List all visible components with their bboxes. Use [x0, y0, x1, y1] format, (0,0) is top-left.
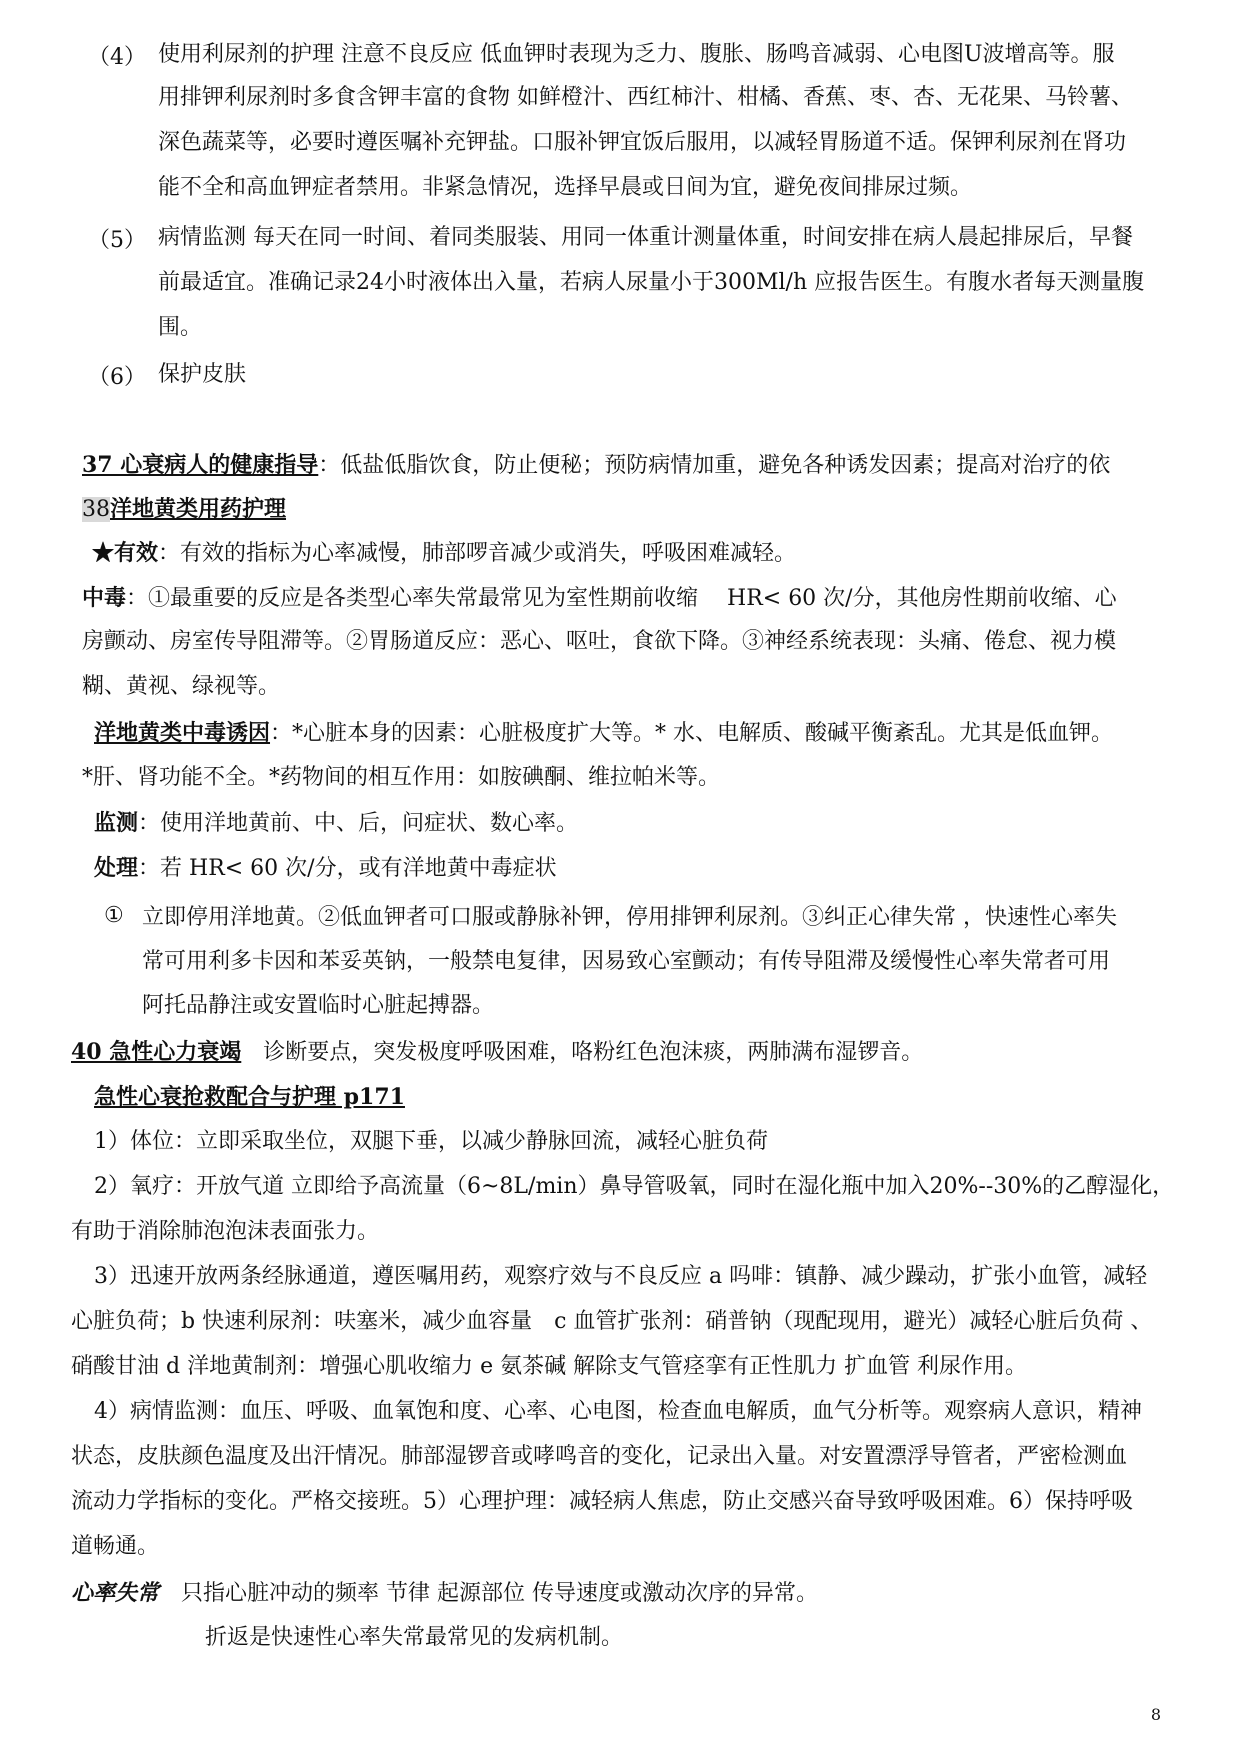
toxic-paragraph [82, 583, 1117, 614]
toxic-text: ：①最重要的反应是各类型心率失常最常见为室性期前收缩 HR< 60 次/分，其他房性期前收缩、心 [126, 586, 1117, 611]
list-item: 状态，皮肤颜色温度及出汗情况。肺部湿锣音或哮鸣音的变化，记录出入量。对安置漂浮导管者，严密检测血 [71, 1444, 1128, 1469]
section-heading-37: 37 心衰病人的健康指导 [82, 452, 319, 478]
section-text: 诊断要点，突发极度呼吸困难，咯粉红色泡沫痰，两肺满布湿锣音。 [241, 1040, 924, 1065]
list-item-line: 能不全和高血钾症者禁用。非紧急情况，选择早晨或日间为宜，避免夜间排尿过频。 [158, 175, 973, 200]
section-38 [82, 494, 286, 525]
monitor-text: ：使用洋地黄前、中、后，问症状、数心率。 [138, 811, 579, 836]
list-item-line: 前最适宜。准确记录24小时液体出入量，若病人尿量小于300Ml/h 应报告医生。有腹水者每天测量腹 [158, 270, 1145, 295]
handling-item-line: 常可用利多卡因和苯妥英钠，一般禁电复律，因易致心室颤动；有传导阻滞及缓慢性心率失常者可用 [142, 949, 1111, 974]
list-item: 1）体位：立即采取坐位，双腿下垂，以减少静脉回流，减轻心脏负荷 [94, 1129, 768, 1154]
list-item-line: 用排钾利尿剂时多食含钾丰富的食物 如鲜橙汁、西红柿汁、柑橘、香蕉、枣、杏、无花果、马铃薯、 [158, 85, 1133, 110]
monitor-paragraph [94, 808, 578, 839]
list-item: 2）氧疗：开放气道 立即给予高流量（6~8L/min）鼻导管吸氧，同时在湿化瓶中加入20%--30%的乙醇湿化， [94, 1174, 1175, 1199]
list-item-line: 病情监测 每天在同一时间、着同类服装、用同一体重计测量体重，时间安排在病人晨起排尿后，早餐 [158, 225, 1133, 250]
rescue-title: 急性心衰抢救配合与护理 p171 [94, 1084, 405, 1110]
list-item: 4）病情监测：血压、呼吸、血氧饱和度、心率、心电图，检查血电解质，血气分析等。观察病人意识，精神 [94, 1399, 1143, 1424]
section-40 [71, 1037, 923, 1068]
toxic-label: 中毒 [82, 585, 127, 611]
list-item: 道畅通。 [71, 1534, 160, 1559]
list-item: 流动力学指标的变化。严格交接班。5）心理护理：减轻病人焦虑，防止交感兴奋导致呼吸困难。6）保持呼吸 [71, 1489, 1133, 1514]
causes-paragraph [94, 718, 1113, 749]
handling-item-line: 阿托品静注或安置临时心脏起搏器。 [142, 993, 495, 1018]
monitor-label: 监测 [94, 810, 139, 836]
list-item-line: 围。 [158, 315, 203, 340]
arrhythmia-paragraph [71, 1578, 818, 1609]
effect-label: ★有效 [92, 540, 159, 566]
arrhythmia-label: 心率失常 [71, 1580, 160, 1606]
list-item-line: 使用利尿剂的护理 注意不良反应 低血钾时表现为乏力、腹胀、肠鸣音减弱、心电图U波增高等。服 [158, 42, 1115, 67]
section-37 [82, 450, 1110, 481]
list-item: 心脏负荷；b 快速利尿剂：呋塞米，减少血容量 c 血管扩张剂：硝普钠（现配现用，避光）减轻心脏后负荷 、 [71, 1309, 1153, 1334]
section-number-38: 38 [82, 497, 110, 522]
arrhythmia-note: 折返是快速性心率失常最常见的发病机制。 [205, 1625, 624, 1650]
section-text: ：低盐低脂饮食，防止便秘；预防病情加重，避免各种诱发因素；提高对治疗的依 [318, 453, 1111, 478]
section-heading-38: 洋地黄类用药护理 [110, 496, 287, 522]
list-number: （4） [88, 45, 146, 70]
handling-item-number: ① [104, 903, 124, 928]
handling-text: ：若 HR< 60 次/分，或有洋地黄中毒症状 [138, 856, 557, 881]
list-number: （6） [88, 365, 146, 390]
list-item: 3）迅速开放两条经脉通道，遵医嘱用药，观察疗效与不良反应 a 吗啡：镇静、减少躁动，扩张小血管，减轻 [94, 1264, 1148, 1289]
page-number: 8 [1150, 1705, 1161, 1724]
list-item-line: 深色蔬菜等，必要时遵医嘱补充钾盐。口服补钾宜饭后服用，以减轻胃肠道不适。保钾利尿剂在肾功 [158, 130, 1127, 155]
list-item: 有助于消除肺泡泡沫表面张力。 [71, 1219, 380, 1244]
handling-label: 处理 [94, 855, 139, 881]
handling-paragraph [94, 853, 557, 884]
list-number: （5） [88, 228, 146, 253]
causes-text: ：*心脏本身的因素：心脏极度扩大等。* 水、电解质、酸碱平衡紊乱。尤其是低血钾。 [270, 721, 1114, 746]
toxic-text-line: 糊、黄视、绿视等。 [82, 674, 281, 699]
handling-item-line: 立即停用洋地黄。②低血钾者可口服或静脉补钾，停用排钾利尿剂。③纠正心律失常 ，快速性心率失 [142, 905, 1117, 930]
list-item-line: 保护皮肤 [158, 362, 247, 387]
toxic-text-line: 房颤动、房室传导阻滞等。②胃肠道反应：恶心、呕吐，食欲下降。③神经系统表现：头痛、倦怠、视力模 [82, 629, 1117, 654]
causes-label: 洋地黄类中毒诱因 [94, 720, 271, 746]
arrhythmia-text: 只指心脏冲动的频率 节律 起源部位 传导速度或激动次序的异常。 [159, 1581, 818, 1606]
causes-text-line: *肝、肾功能不全。*药物间的相互作用：如胺碘酮、维拉帕米等。 [82, 765, 721, 790]
effect-text: ：有效的指标为心率减慢，肺部啰音减少或消失，呼吸困难减轻。 [158, 541, 797, 566]
section-heading-40: 40 急性心力衰竭 [71, 1039, 242, 1065]
effect-paragraph [92, 538, 796, 569]
list-item: 硝酸甘油 d 洋地黄制剂：增强心肌收缩力 e 氨茶碱 解除支气管痉挛有正性肌力 扩血管 利尿作用。 [71, 1354, 1028, 1379]
